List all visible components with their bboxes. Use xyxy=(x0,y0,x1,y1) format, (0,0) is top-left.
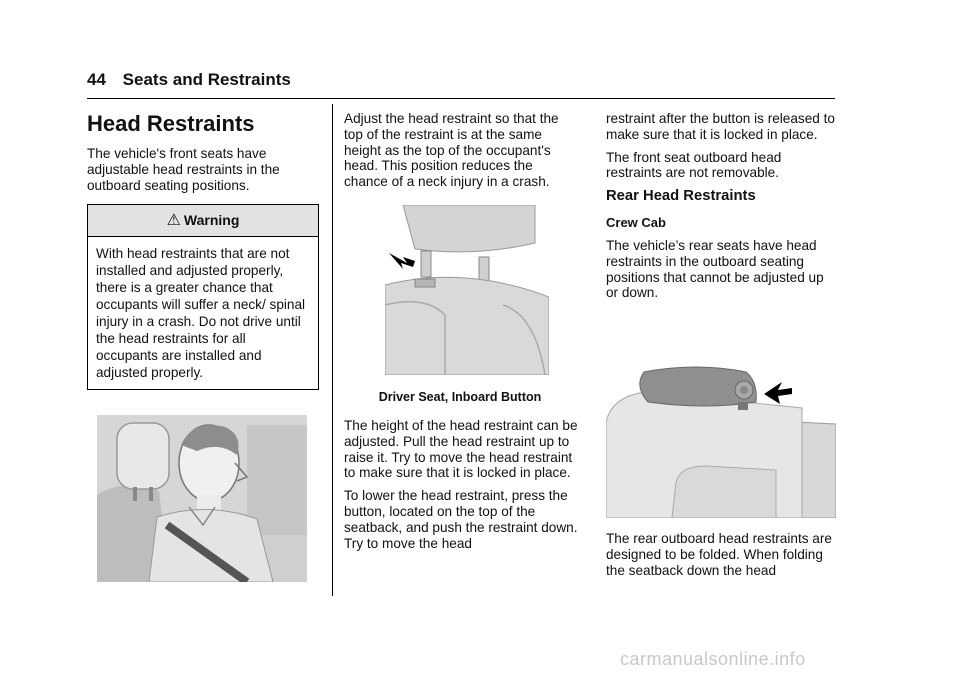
figure-caption: Driver Seat, Inboard Button xyxy=(378,390,542,404)
fold-paragraph: The rear outboard head restraints are designed to be folded. When folding the seatback down the head xyxy=(606,531,832,578)
page-header xyxy=(87,70,291,90)
column-2 xyxy=(344,111,580,197)
warning-box xyxy=(87,204,319,390)
rear-head-restraint-figure xyxy=(606,362,836,518)
not-removable-paragraph: The front seat outboard head restraints are not removable. xyxy=(606,149,782,181)
driver-seat-inboard-button-figure xyxy=(385,205,549,375)
warning-triangle-icon: ⚠ xyxy=(166,212,181,230)
locked-paragraph: restraint after the button is released to make sure that it is locked in place. xyxy=(606,111,835,142)
header-rule xyxy=(87,98,835,99)
column-2-lower xyxy=(344,418,580,558)
intro-paragraph: The vehicle's front seats have adjustable head restraints in the outboard seating positions. xyxy=(87,146,280,193)
page-number: 44 xyxy=(87,70,106,89)
warning-body: With head restraints that are not installed and adjusted properly, there is a greater chance that occupants will suffer a neck/ spinal injury in a crash. Do not drive until the head restraints for all occupants are installed and adjusted properly. xyxy=(96,246,306,381)
occupant-head-restraint-figure xyxy=(97,415,307,582)
warning-header xyxy=(88,205,318,237)
column-3-lower xyxy=(606,531,838,585)
rear-head-restraints-heading: Rear Head Restraints xyxy=(606,188,756,205)
page-title: Head Restraints xyxy=(87,111,255,136)
section-title: Seats and Restraints xyxy=(122,70,291,89)
column-1 xyxy=(87,112,319,390)
column-3 xyxy=(606,111,838,308)
crew-cab-heading: Crew Cab xyxy=(606,215,666,231)
adjust-paragraph: Adjust the head restraint so that the top of the restraint is at the same height as the top of the occupant's head. This position reduces the chance of a neck injury in a crash. xyxy=(344,111,559,190)
lower-paragraph: To lower the head restraint, press the button, located on the top of the seatback, and push the restraint down. Try to move the head xyxy=(344,488,578,551)
height-paragraph: The height of the head restraint can be adjusted. Pull the head restraint up to raise it. Try to move the head restraint to make sure that it is locked in place. xyxy=(344,418,578,481)
column-divider xyxy=(332,104,333,596)
warning-title: Warning xyxy=(183,212,240,229)
watermark: carmanualsonline.info xyxy=(620,649,806,669)
rear-seats-paragraph: The vehicle’s rear seats have head restraints in the outboard seating positions that cannot be adjusted up or down. xyxy=(606,237,824,301)
